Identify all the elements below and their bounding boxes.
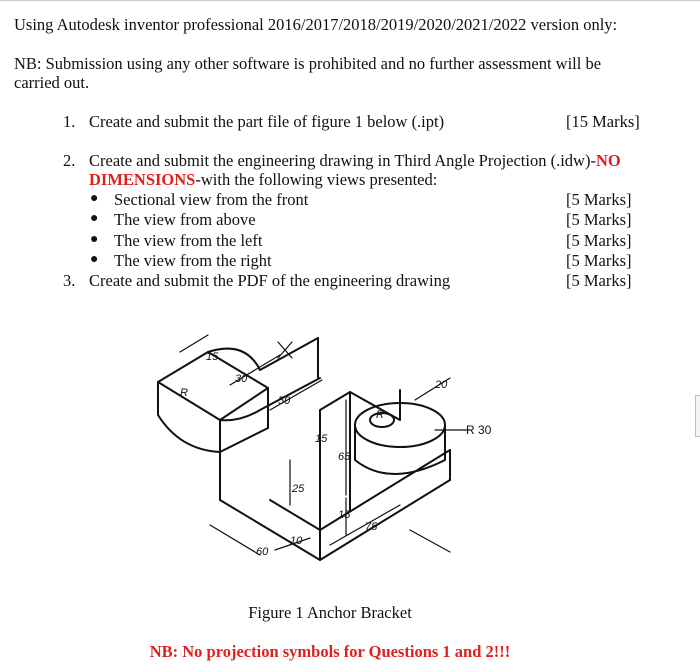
q3-number: 3. [63, 271, 76, 290]
dim-label-10: 10 [290, 535, 303, 547]
q2-text-b: -with the following views presented: [195, 170, 438, 189]
dim-label-r-a: R [180, 387, 188, 399]
dim-label-r-b: R [376, 409, 384, 421]
base-plate [220, 450, 450, 560]
q2-dimensions-red: DIMENSIONS [89, 170, 196, 189]
bullet-icon: ● [90, 191, 99, 206]
dim-label-15: 15 [206, 351, 219, 363]
q3-marks: [5 Marks] [566, 271, 632, 290]
q2-bullet-4-marks: [5 Marks] [566, 251, 632, 270]
dim-label-50: 50 [278, 395, 291, 407]
q2-bullet-3: The view from the left [114, 231, 263, 250]
q2-bullet-4: The view from the right [114, 251, 272, 270]
q2-bullet-2-marks: [5 Marks] [566, 210, 632, 229]
nb-projection-note [0, 642, 660, 662]
bullet-icon: ● [90, 232, 99, 247]
dim-label-65: 65 [338, 451, 351, 463]
dim-label-75: 75 [365, 521, 378, 533]
q2-no-red: NO [595, 151, 621, 170]
q2-bullet-3-marks: [5 Marks] [566, 231, 632, 250]
q2-text-line2 [89, 170, 437, 189]
q2-text-a: Create and submit the engineering drawing in Third Angle Projection (.idw)- [89, 151, 596, 170]
dim-label-25: 25 [292, 483, 305, 495]
q2-number: 2. [63, 151, 76, 170]
dim-label-15b: 15 [315, 433, 328, 445]
q2-text-line1 [89, 151, 621, 170]
bullet-icon: ● [90, 252, 99, 267]
dim-line-60 [210, 525, 260, 555]
top-border [0, 0, 700, 1]
dim-label-60: 60 [256, 546, 269, 558]
dim-label-30: 30 [235, 373, 248, 385]
q2-bullet-2: The view from above [114, 210, 256, 229]
q2-bullet-1-marks: [5 Marks] [566, 190, 632, 209]
nb-submission-line2: carried out. [14, 73, 90, 92]
bullet-icon: ● [90, 211, 99, 226]
q1-marks: [15 Marks] [566, 112, 640, 131]
dim-line-top [180, 335, 208, 352]
figure-caption: Figure 1 Anchor Bracket [248, 603, 412, 622]
nb-submission-line1: NB: Submission using any other software is prohibited and no further assessment will be [14, 54, 602, 73]
intro-text: Using Autodesk inventor professional 2016/2017/2018/2019/2020/2021/2022 version only: [14, 15, 618, 34]
q1-text: Create and submit the part file of figure 1 below (.ipt) [89, 112, 445, 131]
dim-label-r30: R 30 [466, 423, 492, 437]
anchor-bracket-figure [150, 330, 530, 600]
scrollbar-handle[interactable] [695, 395, 700, 437]
q3-text: Create and submit the PDF of the engineering drawing [89, 271, 451, 290]
dim-label-20: 20 [435, 379, 448, 391]
q1-number: 1. [63, 112, 76, 131]
nb-projection-text: NB: No projection symbols for Questions 1 and 2!!! [149, 642, 511, 661]
dim-label-15c: 15 [338, 509, 351, 521]
q2-bullet-1: Sectional view from the front [114, 190, 309, 209]
dim-leader [410, 530, 450, 552]
